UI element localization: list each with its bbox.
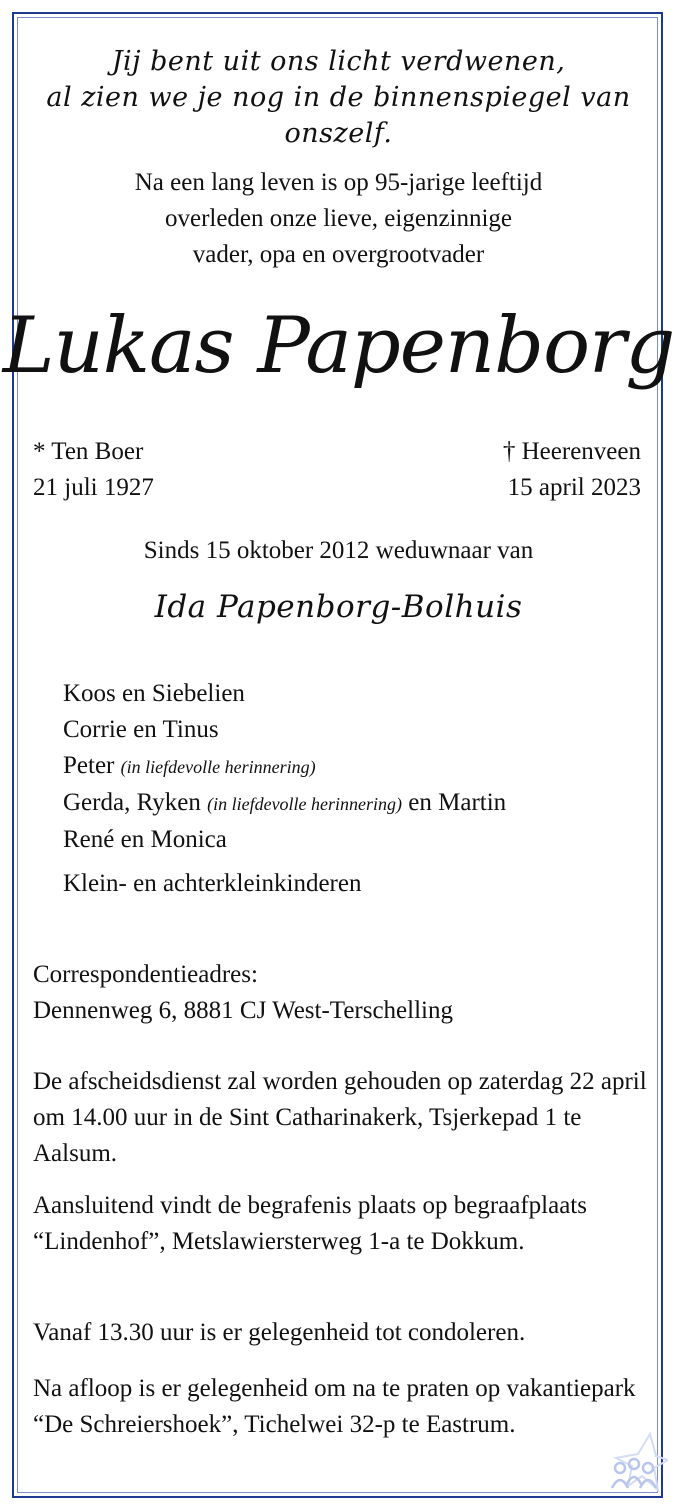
family-list	[63, 676, 506, 902]
family-row: Corrie en Tinus	[63, 716, 219, 743]
condolence-paragraph: Vanaf 13.30 uur is er gelegenheid tot condoleren.	[33, 1319, 526, 1346]
memorial-note: (in liefdevolle herinnering)	[120, 757, 316, 777]
family-member-name: Gerda, Ryken	[63, 789, 201, 816]
correspondence-label: Correspondentieadres:	[33, 961, 258, 988]
family-row: Klein- en achterkleinkinderen	[63, 870, 362, 897]
correspondence-address	[33, 957, 653, 1029]
poem	[0, 44, 677, 152]
birth-place: * Ten Boer	[33, 438, 144, 465]
poem-line-1: Jij bent uit ons licht verdwenen,	[111, 46, 566, 77]
birth-date: 21 juli 1927	[33, 474, 154, 501]
burial-paragraph: Aansluitend vindt de begrafenis plaats op begraafplaats “Lindenhof”, Metslawiersterweg 1-a te Dokkum.	[33, 1192, 587, 1255]
death-place: † Heerenveen	[502, 438, 641, 465]
family-row	[63, 785, 506, 822]
spouse-name: Ida Papenborg-Bolhuis	[154, 589, 523, 625]
intro-line-1: Na een lang leven is op 95-jarige leeftijd	[134, 169, 543, 196]
deceased-name: Lukas Papenborg	[2, 301, 675, 391]
family-member-name: Peter	[63, 752, 115, 779]
widower-text: Sinds 15 oktober 2012 weduwnaar van	[143, 537, 534, 564]
intro-line-3: vader, opa en overgrootvader	[192, 241, 485, 268]
poem-line-2: al zien we je nog in de binnenspiegel van onszelf.	[46, 82, 631, 149]
family-row: Koos en Siebelien	[63, 680, 245, 707]
intro-text	[0, 165, 677, 273]
correspondence-street: Dennenweg 6, 8881 CJ West-Terschelling	[33, 997, 453, 1024]
family-row	[63, 748, 506, 785]
family-logo-icon	[598, 1430, 668, 1500]
intro-line-2: overleden onze lieve, eigenzinnige	[164, 205, 513, 232]
memorial-note: (in liefdevolle herinnering)	[207, 794, 403, 814]
death-info	[503, 434, 641, 506]
death-date: 15 april 2023	[507, 474, 641, 501]
gathering-paragraph: Na afloop is er gelegenheid om na te praten op vakantiepark “De Schreiershoek”, Tichelwei 32-p te Eastrum.	[33, 1375, 636, 1438]
service-paragraph: De afscheidsdienst zal worden gehouden op zaterdag 22 april om 14.00 uur in de Sint Catharinakerk, Tsjerkepad 1 te Aalsum.	[33, 1068, 647, 1167]
family-member-partner: en Martin	[408, 789, 507, 816]
family-row: René en Monica	[63, 826, 227, 853]
birth-info	[33, 434, 154, 506]
